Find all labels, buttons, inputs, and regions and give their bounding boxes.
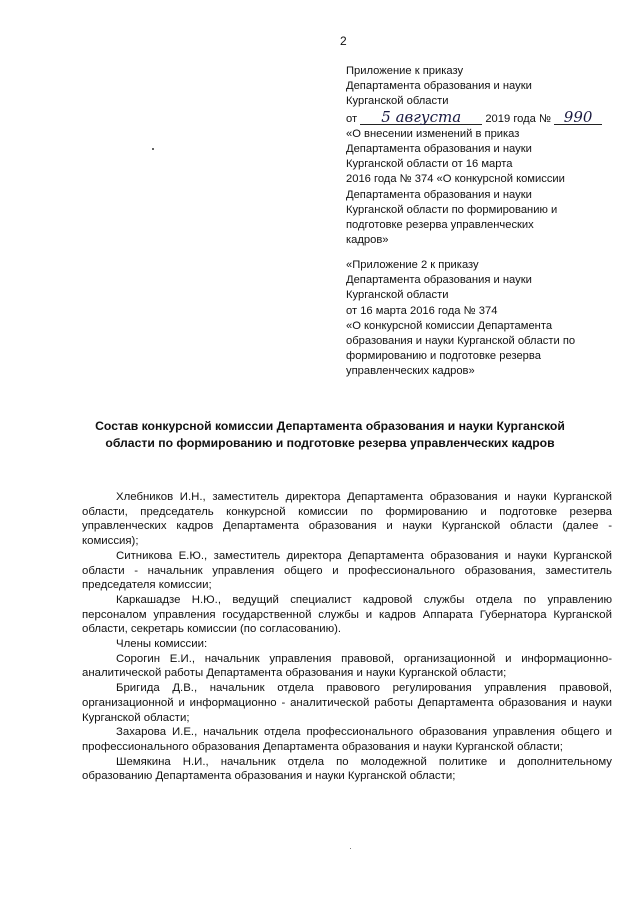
- commission-members-list: [82, 490, 612, 784]
- appendix-line: Департамента образования и науки: [346, 80, 532, 93]
- appendix-line: «О внесении изменений в приказ: [346, 127, 520, 140]
- member-paragraph: Шемякина Н.И., начальник отдела по молодежной политике и дополнительному образованию Департамента образования и науки Курганской области;: [82, 755, 612, 783]
- appendix-line: кадров»: [346, 234, 389, 247]
- appendix-line: Департамента образования и науки: [346, 274, 532, 287]
- appendix-line: образования и науки Курганской области по: [346, 335, 576, 348]
- member-paragraph: Сорогин Е.И., начальник управления правовой, организационной и информационно-аналитической работы Департамента образования и науки Курганской области;: [82, 652, 612, 680]
- appendix-line: Курганской области: [346, 95, 449, 108]
- order-date-line: [346, 107, 616, 127]
- scan-speck: [350, 848, 351, 849]
- document-title: Состав конкурсной комиссии Департамента образования и науки Курганской области по формированию и подготовке резерва управленческих кадров: [95, 419, 565, 450]
- appendix-line: от 16 марта 2016 года № 374: [346, 304, 498, 317]
- member-paragraph: Хлебников И.Н., заместитель директора Департамента образования и науки Курганской области, председатель конкурсной комиссии по формированию и подготовке резерва управленческих кадров Департамента образования и науки Курганской области (далее - комиссия);: [82, 491, 612, 548]
- appendix-line: 2016 года № 374 «О конкурсной комиссии: [346, 173, 565, 186]
- appendix-line: Департамента образования и науки: [346, 188, 532, 201]
- members-heading: Члены комиссии:: [116, 638, 208, 651]
- appendix-header-amendment: [346, 64, 616, 248]
- handwritten-date: 5 августа: [360, 110, 482, 125]
- member-paragraph: Бригида Д.В., начальник отдела правового регулирования управления правовой, организационной и информационно - аналитической работы Департамента образования и науки Курганской области;: [82, 682, 612, 724]
- appendix-line: Курганской области по формированию и: [346, 203, 558, 216]
- appendix-line: подготовке резерва управленческих: [346, 219, 534, 232]
- appendix-line: Приложение к приказу: [346, 65, 464, 77]
- from-prefix: от: [346, 112, 358, 125]
- appendix-line: «О конкурсной комиссии Департамента: [346, 319, 553, 332]
- page-number: 2: [340, 34, 347, 48]
- member-paragraph: Ситникова Е.Ю., заместитель директора Департамента образования и науки Курганской области - начальник управления общего и профессионального образования, заместитель председателя комиссии;: [82, 549, 612, 592]
- scan-speck: [152, 148, 154, 150]
- year-text: 2019 года №: [485, 112, 551, 125]
- member-paragraph: Каркашадзе Н.Ю., ведущий специалист кадровой службы отдела по управлению персоналом управления государственной службы и кадров Аппарата Губернатора Курганской области, секретарь комиссии (по согласованию).: [82, 593, 612, 636]
- appendix-line: Курганской области от 16 марта: [346, 158, 513, 171]
- appendix-line: Курганской области: [346, 289, 449, 302]
- appendix-line: управленческих кадров»: [346, 365, 475, 378]
- member-paragraph: Захарова И.Е., начальник отдела профессионального образования управления общего и профессионального образования Департамента образования и науки Курганской области;: [82, 726, 612, 753]
- appendix-line: «Приложение 2 к приказу: [346, 259, 479, 271]
- appendix-line: формированию и подготовке резерва: [346, 350, 541, 363]
- handwritten-order-number: 990: [554, 110, 602, 125]
- appendix-header-original: [346, 258, 616, 380]
- appendix-line: Департамента образования и науки: [346, 143, 532, 156]
